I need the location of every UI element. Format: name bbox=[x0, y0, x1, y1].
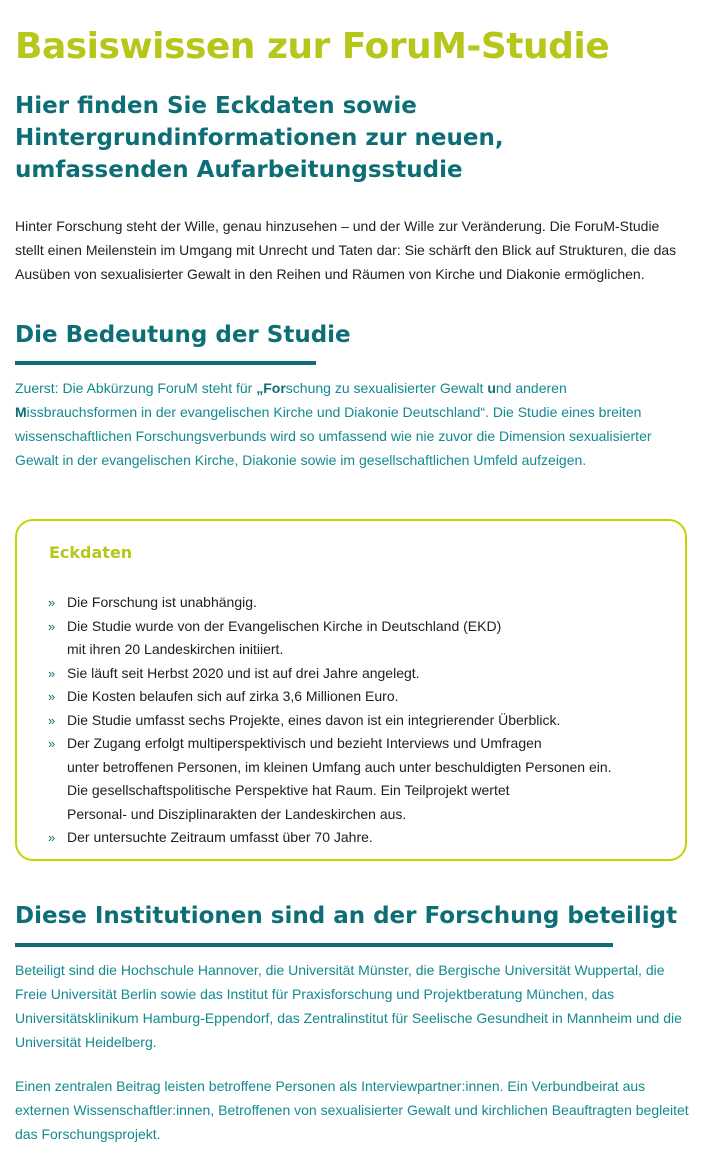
bullet-icon: » bbox=[48, 736, 56, 751]
eckdaten-box bbox=[15, 519, 687, 861]
bullet-icon: » bbox=[48, 595, 56, 610]
section-heading-bedeutung: Die Bedeutung der Studie bbox=[15, 322, 351, 348]
list-item: » Der untersuchte Zeitraum umfasst über 70 Jahre. bbox=[47, 826, 612, 850]
eckdaten-title: Eckdaten bbox=[49, 543, 133, 562]
bullet-icon: » bbox=[48, 665, 56, 681]
list-item-continuation: unter betroffenen Personen, im kleinen Umfang auch unter beschuldigten Personen ein. bbox=[67, 758, 612, 775]
list-item: » Die Kosten belaufen sich auf zirka 3,6 Millionen Euro. bbox=[47, 685, 612, 709]
section-underline bbox=[15, 361, 316, 365]
list-item: » Die Studie umfasst sechs Projekte, eines davon ist ein integrierender Überblick. bbox=[47, 709, 612, 733]
list-item-continuation: Personal- und Disziplinarakten der Landeskirchen aus. bbox=[67, 805, 407, 822]
bullet-icon: » bbox=[48, 618, 56, 634]
intro-paragraph: Hinter Forschung steht der Wille, genau hinzusehen – und der Wille zur Veränderung. Die ForuM-Studie stellt einen Meilenstein im Umgang mit Unrecht und Taten dar: Sie schärft den Blick auf Strukturen, die das Ausüben von sexualisierter Gewalt in den Reihen und Räumen von Kirche und Diakonie ermöglichen. bbox=[15, 218, 677, 282]
list-item: » Der Zugang erfolgt multiperspektivisch und bezieht Interviews und Umfragen bbox=[47, 732, 612, 756]
bullet-icon: » bbox=[48, 712, 56, 728]
bullet-icon: » bbox=[48, 689, 56, 704]
section-underline bbox=[15, 943, 613, 947]
beitrag-paragraph: Einen zentralen Beitrag leisten betroffene Personen als Interviewpartner:innen. Ein Verbundbeirat aus externen Wissenschaftler:innen, Betroffenen von sexualisierter Gewalt und kirchlichen Beauftragten begleitet das Forschungsprojekt. bbox=[15, 1078, 689, 1142]
list-item-continuation: mit ihren 20 Landeskirchen initiiert. bbox=[67, 641, 284, 657]
list-item: » Die Studie wurde von der Evangelischen Kirche in Deutschland (EKD) bbox=[47, 615, 612, 639]
page-title: Basiswissen zur ForuM-Studie bbox=[15, 26, 610, 67]
section-heading-institutionen: Diese Institutionen sind an der Forschung beteiligt bbox=[15, 903, 678, 929]
list-item: » Die Forschung ist unabhängig. bbox=[47, 591, 612, 615]
list-item-continuation: Die gesellschaftspolitische Perspektive hat Raum. Ein Teilprojekt wertet bbox=[67, 782, 510, 798]
list-item: » Sie läuft seit Herbst 2020 und ist auf drei Jahre angelegt. bbox=[47, 662, 612, 686]
bullet-icon: » bbox=[48, 830, 56, 845]
institutionen-paragraph: Beteiligt sind die Hochschule Hannover, die Universität Münster, die Bergische Universität Wuppertal, die Freie Universität Berlin sowie das Institut für Praxisforschung und Projektberatung München, das Universitätsklinikum Hamburg-Eppendorf, das Zentralinstitut für Seelische Gesundheit in Mannheim und die Universität Heidelberg. bbox=[15, 962, 682, 1050]
page-subtitle: Hier finden Sie Eckdaten sowie Hintergrundinformationen zur neuen, umfassenden Aufarbeitungsstudie bbox=[15, 93, 504, 183]
eckdaten-list bbox=[47, 591, 612, 850]
bedeutung-paragraph: Zuerst: Die Abkürzung ForuM steht für „Forschung zu sexualisierter Gewalt und anderen Missbrauchsformen in der evangelischen Kirche und Diakonie Deutschland“. Die Studie eines breiten wissenschaftlichen Forschungsverbunds wird so umfassend wie nie zuvor die Dimension sexualisierter Gewalt in der evangelischen Kirche, Diakonie sowie im gesellschaftlichen Umfeld aufzeigen. bbox=[15, 380, 652, 468]
